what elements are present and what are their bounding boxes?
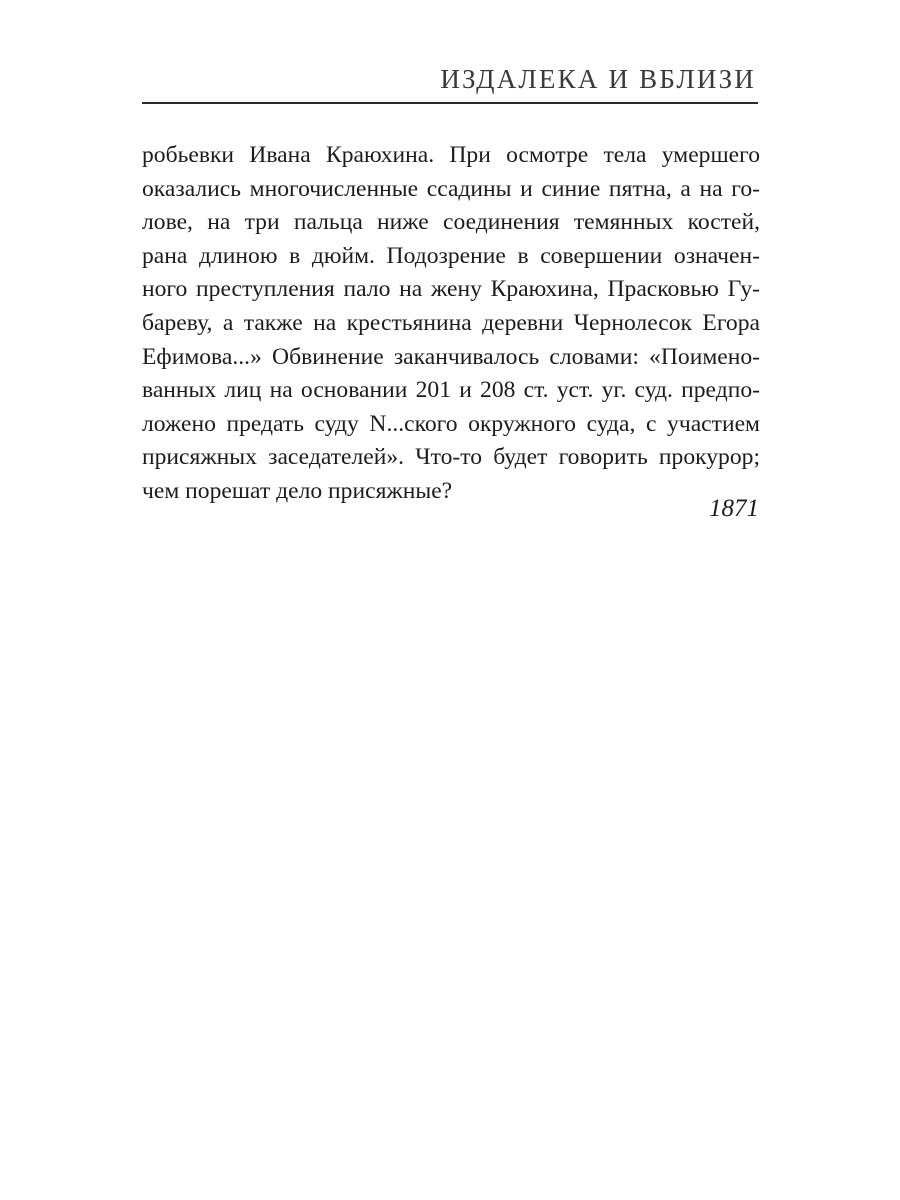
text-line: ного преступления пало на жену Краюхина, Прасковью Гу- <box>142 276 760 303</box>
running-header <box>142 60 758 104</box>
text-line: робьевки Ивана Краюхина. При осмотре тела умершего <box>142 142 760 168</box>
date-signature: 1871 <box>709 495 759 522</box>
text-line: присяжных заседателей». Что-то будет говорить прокурор; <box>142 444 760 471</box>
text-line: Ефимова...» Обвинение заканчивалось словами: «Поимено- <box>142 343 760 370</box>
text-line: чем порешат дело присяжные? <box>142 477 453 504</box>
body-text <box>142 139 762 509</box>
text-line: рана длиною в дюйм. Подозрение в совершении означен- <box>142 242 760 269</box>
text-line: ванных лиц на основании 201 и 208 ст. уст. уг. суд. предпо- <box>142 377 760 404</box>
running-title: ИЗДАЛЕКА И ВБЛИЗИ <box>440 64 756 94</box>
text-line: бареву, а также на крестьянина деревни Чернолесок Егора <box>142 309 760 336</box>
text-line: оказались многочисленные ссадины и синие пятна, а на го- <box>142 175 760 202</box>
text-line: лове, на три пальца ниже соединения темянных костей, <box>142 209 760 236</box>
text-line: ложено предать суду N...ского окружного суда, с участием <box>142 410 760 437</box>
